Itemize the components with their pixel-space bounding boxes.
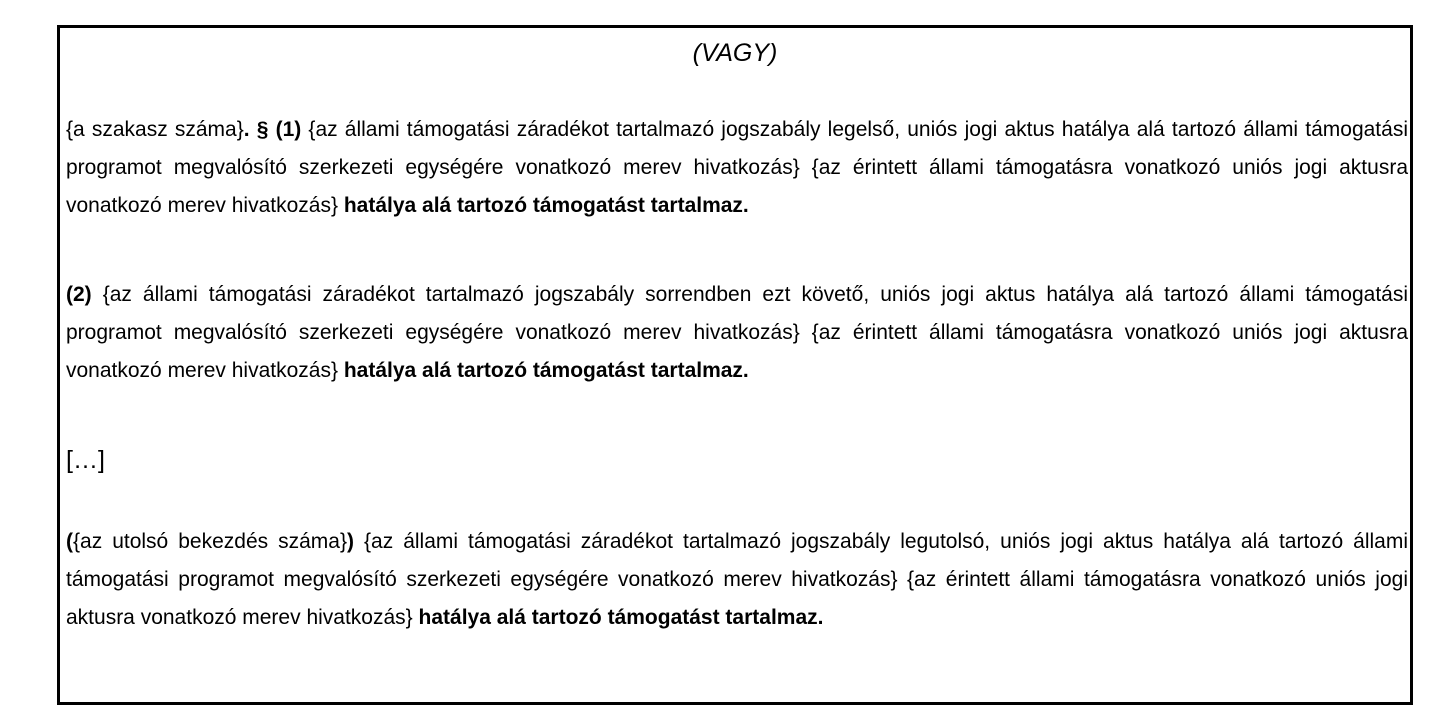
last-paragraph-number-placeholder: {az utolsó bekezdés száma} [73, 530, 347, 553]
paragraph-2-bold-ending: hatálya alá tartozó támogatást tartalmaz. [343, 359, 749, 382]
ellipsis: […] [66, 446, 105, 474]
paragraph-1-bold-ending: hatálya alá tartozó támogatást tartalmaz. [343, 194, 749, 217]
paragraph-last-bold-ending: hatálya alá tartozó támogatást tartalmaz. [418, 606, 824, 629]
paragraph-2-text: {az állami támogatási záradékot tartalmazó jogszabály sorrendben ezt követő, uniós jogi aktus hatálya alá tartozó állami támogatási programot megvalósító szerkezeti egységére vonatkozó merev hivatkozás} {az érintett állami támogatásra vonatkozó uniós jogi aktusra vonatkozó merev hivatkozás} [66, 283, 1408, 382]
paragraph-1-text: {az állami támogatási záradékot tartalmazó jogszabály legelső, uniós jogi aktus hatálya alá tartozó állami támogatási programot megvalósító szerkezeti egységére vonatkozó merev hivatkozás} {az érintett állami támogatásra vonatkozó uniós jogi aktusra vonatkozó merev hivatkozás} [66, 118, 1408, 217]
paragraph-2-number: (2) [66, 283, 92, 306]
paragraph-last-open-paren: ( [66, 530, 73, 553]
section-number-placeholder: {a szakasz száma} [66, 118, 244, 141]
paragraph-2 [66, 276, 1408, 390]
paragraph-1 [66, 111, 1408, 225]
section-sign: . § (1) [243, 118, 302, 141]
template-box [57, 25, 1413, 705]
paragraph-last-text: {az állami támogatási záradékot tartalmazó jogszabály legutolsó, uniós jogi aktus hatálya alá tartozó állami támogatási programot megvalósító szerkezeti egységére vonatkozó merev hivatkozás} {az érintett állami támogatásra vonatkozó uniós jogi aktusra vonatkozó merev hivatkozás} [66, 530, 1408, 629]
paragraph-last [66, 523, 1408, 637]
alternative-heading: (VAGY) [692, 39, 778, 67]
paragraph-last-close-paren: ) [347, 530, 354, 553]
